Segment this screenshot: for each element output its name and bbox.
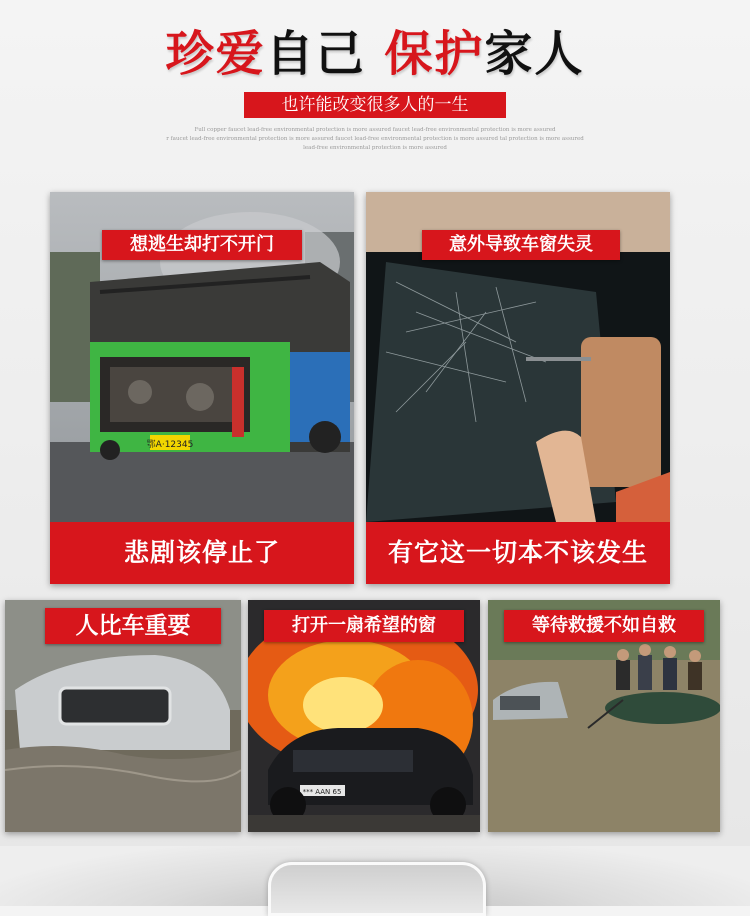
tag-self-rescue: 等待救援不如自救 [504,610,704,642]
fine-print-line-2: r faucet lead-free environmental protection is more assured faucet lead-free environmental protection is more assured tal protection is more assured [166,136,584,142]
fine-print [110,126,640,153]
tag-window-of-hope: 打开一扇希望的窗 [264,610,464,642]
tag-person-over-car: 人比车重要 [45,608,221,644]
car-license-plate: *** AAN 65 [302,788,342,796]
bus-license-plate: 鄂A·12345 [146,440,194,450]
title-part-cherish: 珍爱 [165,26,266,82]
panel-car-window [366,192,670,584]
rearview-mirror-graphic [268,862,486,916]
panel-rescue-boat [488,600,720,832]
title-part-family: 家人 [484,26,585,82]
fine-print-line-1: Full copper faucet lead-free environmental protection is more assured faucet lead-free environmental protection is more assured [194,127,556,133]
bottom-text-shouldnt-happen: 有它这一切本不该发生 [366,522,670,584]
panel-burning-car [248,600,480,832]
panel-flooded-car [5,600,241,832]
bottom-text-tragedy: 悲剧该停止了 [50,522,354,584]
panel-burned-bus [50,192,354,584]
main-title [0,24,750,84]
tag-cant-open-door: 想逃生却打不开门 [102,230,302,260]
title-part-self: 自己 [265,26,366,82]
title-part-protect: 保护 [384,26,485,82]
fine-print-line-3: lead-free environmental protection is more assured [303,145,447,151]
tag-window-failure: 意外导致车窗失灵 [422,230,620,260]
subtitle-banner: 也许能改变很多人的一生 [244,92,506,118]
